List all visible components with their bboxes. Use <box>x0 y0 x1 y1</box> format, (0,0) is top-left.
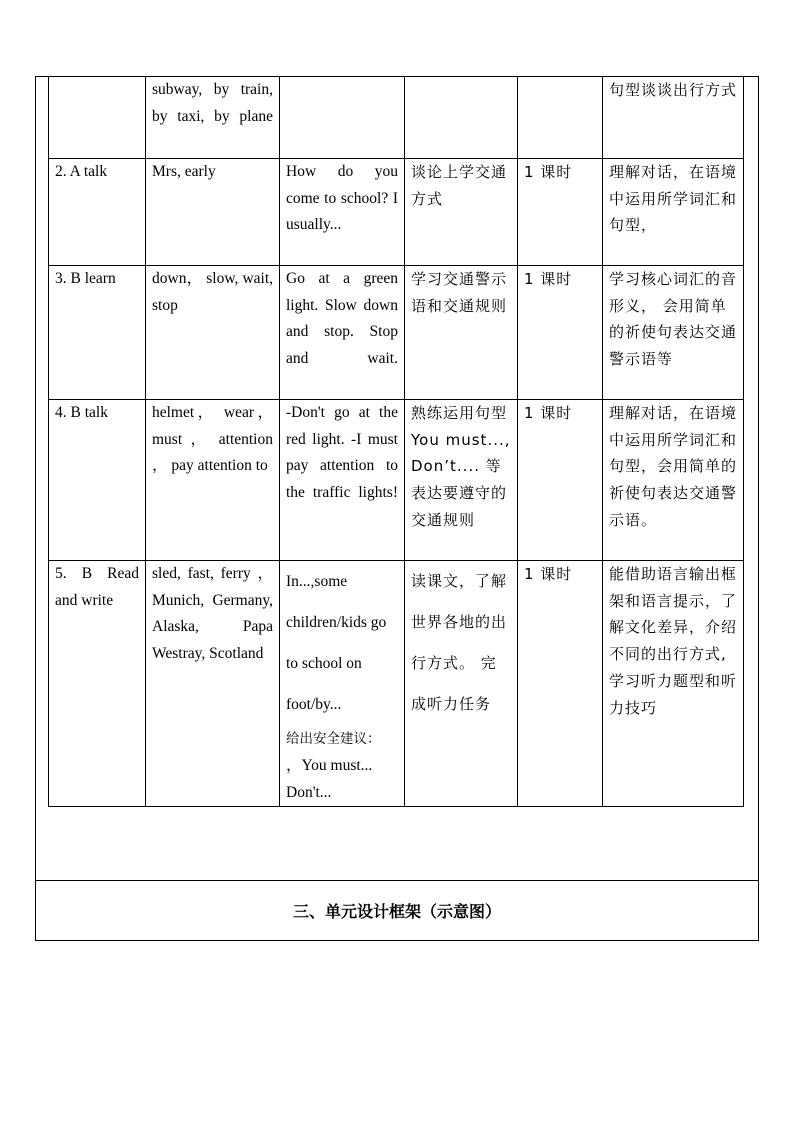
sentences-tail: ，You must... Don't... <box>286 757 373 801</box>
vocab-cell: down， slow, wait, stop <box>146 266 280 400</box>
goals-cell: 学习核心词汇的音形义， 会用简单的祈使句表达交通警示语等 <box>603 266 744 400</box>
goals-cell: 理解对话，在语境中运用所学词汇和句型， <box>603 159 744 266</box>
hours-cell: 1 课时 <box>518 561 603 807</box>
sentences-cell: How do you come to school? I usually... <box>280 159 405 266</box>
table-row <box>49 77 744 159</box>
section-cell: 5. B Read and write <box>49 561 146 807</box>
hours-cell: 1 课时 <box>518 400 603 561</box>
sentences-cell <box>280 561 405 807</box>
content-cell: 学习交通警示语和交通规则 <box>405 266 518 400</box>
table-row <box>49 159 744 266</box>
vocab-cell: helmet， wear，must ， attention ， pay attention to <box>146 400 280 561</box>
sentences-main: In...,some children/kids go to school on foot/by... <box>286 573 387 713</box>
sentences-cell: -Don't go at the red light. -I must pay attention to the traffic lights! <box>280 400 405 561</box>
lesson-plan-table <box>48 76 744 807</box>
goals-cell: 理解对话，在语境中运用所学词汇和句型，会用简单的祈使句表达交通警示语。 <box>603 400 744 561</box>
content-cell: 熟练运用句型 You must..., Don’t.... 等表达要遵守的交通规则 <box>405 400 518 561</box>
section-cell: 4. B talk <box>49 400 146 561</box>
vocab-cell: Mrs, early <box>146 159 280 266</box>
hours-cell: 1 课时 <box>518 159 603 266</box>
hours-cell: 1 课时 <box>518 266 603 400</box>
hours-cell <box>518 77 603 159</box>
section-cell: 2. A talk <box>49 159 146 266</box>
goals-cell: 句型谈谈出行方式 <box>603 77 744 159</box>
sentences-cell: Go at a green light. Slow down and stop. Stop and wait. <box>280 266 405 400</box>
table-row <box>49 266 744 400</box>
table-row <box>49 400 744 561</box>
section-cell: 3. B learn <box>49 266 146 400</box>
sentences-cell <box>280 77 405 159</box>
goals-cell: 能借助语言输出框架和语言提示，了解文化差异，介绍不同的出行方式,学习听力题型和听力技巧 <box>603 561 744 807</box>
sentences-cn-note: 给出安全建议： <box>286 731 381 747</box>
section-cell <box>49 77 146 159</box>
content-cell: 读课文，了解世界各地的出行方式。 完成听力任务 <box>405 561 518 807</box>
vocab-cell: sled, fast, ferry ， Munich, Germany, Alaska, Papa Westray, Scotland <box>146 561 280 807</box>
table-row <box>49 561 744 807</box>
content-cell <box>405 77 518 159</box>
content-cell: 谈论上学交通方式 <box>405 159 518 266</box>
vocab-cell: subway, by train, by taxi, by plane <box>146 77 280 159</box>
section-heading: 三、单元设计框架（示意图） <box>292 902 501 921</box>
